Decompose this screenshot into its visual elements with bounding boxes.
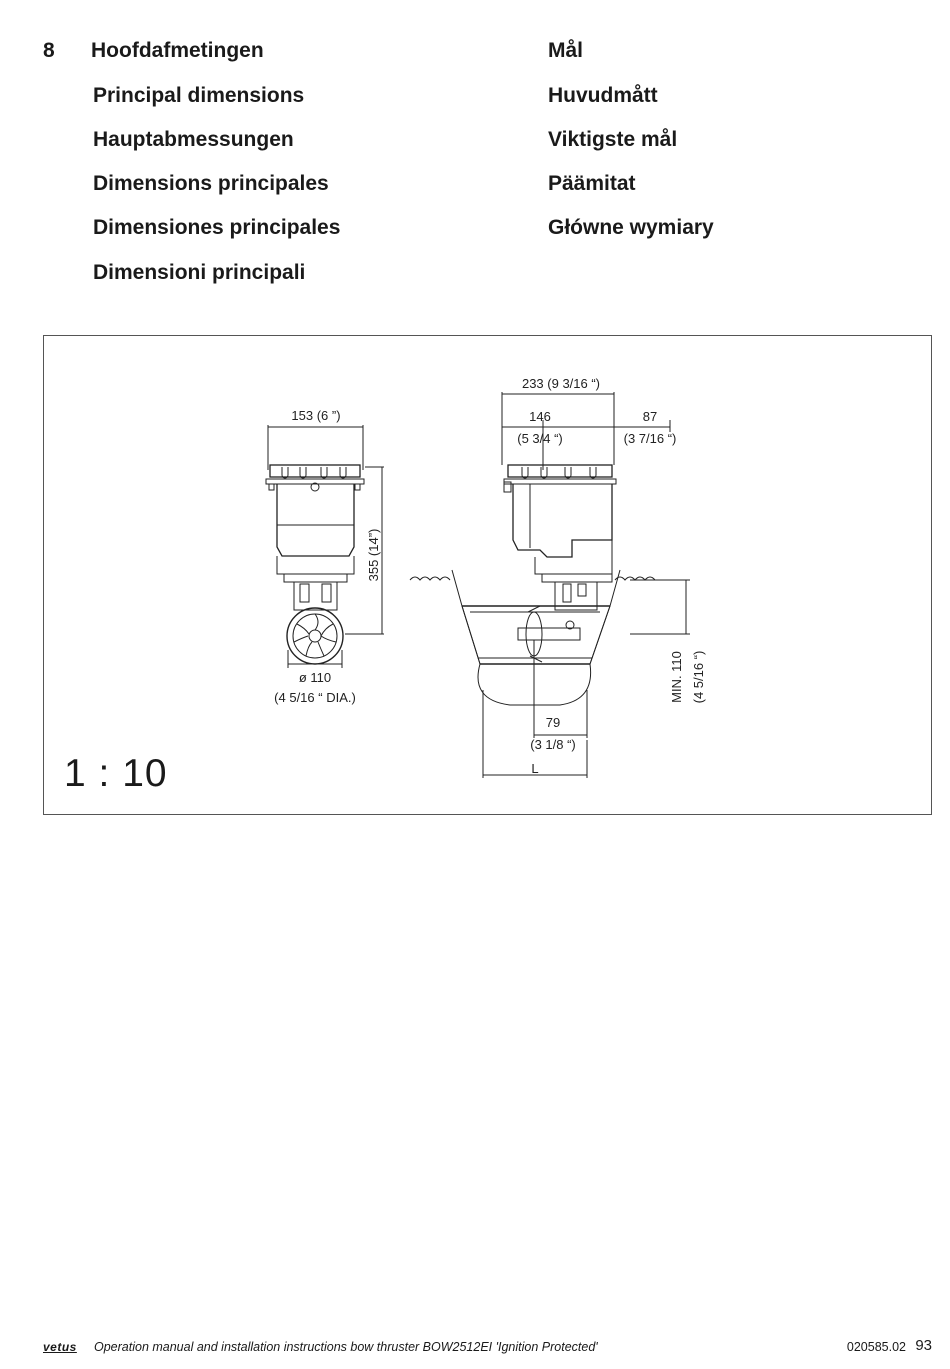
dim-153: 153 (6 ”)	[291, 408, 341, 423]
vetus-logo: vetus	[43, 1340, 77, 1354]
title-de: Hauptabmessungen	[93, 128, 294, 151]
dim-dia110: ø 110	[298, 670, 332, 685]
scale-label: 1 : 10	[64, 752, 168, 795]
dim-146: 146	[529, 409, 551, 424]
title-sv: Huvudmått	[548, 84, 658, 107]
title-en: Principal dimensions	[93, 84, 305, 107]
dim-146-inch: (5 3/4 “)	[517, 431, 563, 446]
title-fi: Päämitat	[548, 172, 636, 195]
title-es: Dimensiones principales	[93, 216, 341, 239]
dim-min110-inch: (4 5/16 “)	[691, 650, 706, 704]
dim-dia110-inch: (4 5/16 “ DIA.)	[274, 690, 356, 705]
page-number: 93	[915, 1337, 932, 1354]
dim-233: 233 (9 3/16 “)	[521, 376, 601, 391]
dim-L: L	[531, 761, 539, 776]
dim-355: 355 (14”)	[366, 528, 381, 582]
title-da: Mål	[548, 39, 584, 62]
dim-79-inch: (3 1/8 “)	[530, 737, 576, 752]
dim-87-inch: (3 7/16 “)	[623, 431, 677, 446]
dim-79: 79	[545, 715, 561, 730]
doc-code: 020585.02	[846, 1340, 906, 1354]
title-pl: Główne wymiary	[548, 216, 714, 239]
title-no: Viktigste mål	[548, 128, 678, 151]
footer-text: Operation manual and installation instructions bow thruster BOW2512EI 'Ignition Protected'	[94, 1340, 598, 1354]
dim-87: 87	[642, 409, 658, 424]
title-it: Dimensioni principali	[93, 261, 306, 284]
section-number: 8	[43, 39, 55, 62]
title-nl: Hoofdafmetingen	[91, 39, 264, 62]
dim-min110: MIN. 110	[669, 651, 684, 703]
title-fr: Dimensions principales	[93, 172, 329, 195]
